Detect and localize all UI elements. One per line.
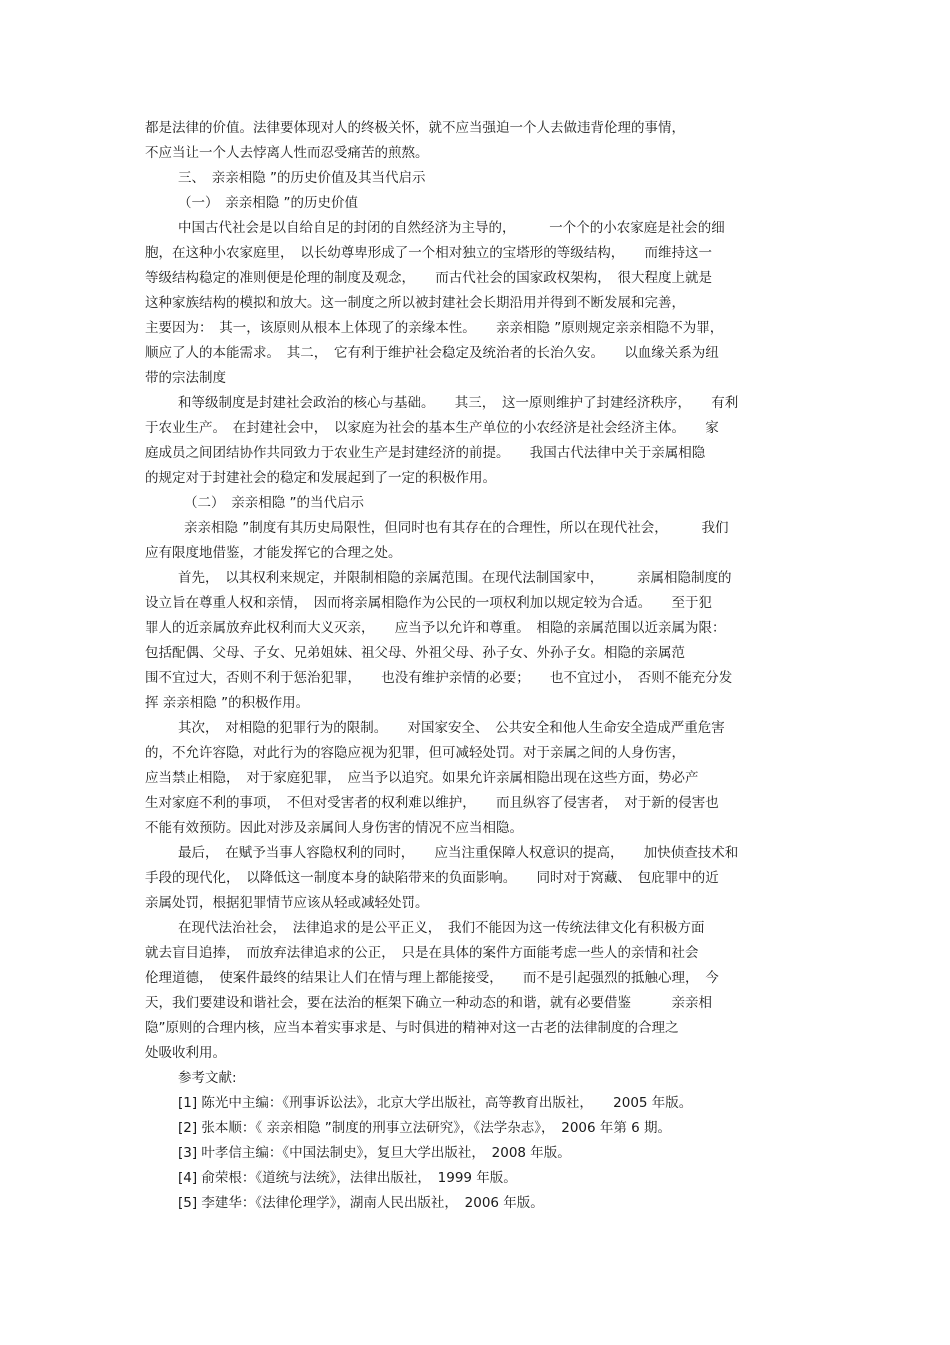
text-line: 的规定对于封建社会的稳定和发展起到了一定的积极作用。 bbox=[145, 470, 496, 486]
text-line: 中国古代社会是以自给自足的封闭的自然经济为主导的， 一个个的小农家庭是社会的细 bbox=[178, 220, 725, 236]
text-line: 亲属处罚，根据犯罪情节应该从轻或减轻处罚。 bbox=[145, 895, 429, 911]
text-line: 主要因为： 其一，该原则从根本上体现了的亲缘本性。 亲亲相隐 ”原则规定亲亲相隐不为罪， bbox=[145, 320, 724, 336]
text-line: 应有限度地借鉴，才能发挥它的合理之处。 bbox=[145, 545, 402, 561]
text-line: 等级结构稳定的准则便是伦理的制度及观念， 而古代社会的国家政权架构， 很大程度上就是 bbox=[145, 270, 712, 286]
reference-item: [1] 陈光中主编：《刑事诉讼法》，北京大学出版社，高等教育出版社， 2005 年版。 bbox=[178, 1095, 693, 1111]
text-line: 的，不允许容隐，对此行为的容隐应视为犯罪，但可减轻处罚。对于亲属之间的人身伤害， bbox=[145, 745, 685, 761]
text-line: 亲亲相隐 ”制度有其历史局限性，但同时也有其存在的合理性，所以在现代社会， 我们 bbox=[184, 520, 729, 536]
text-line: 其次， 对相隐的犯罪行为的限制。 对国家安全、 公共安全和他人生命安全造成严重危害 bbox=[178, 720, 725, 736]
section-heading: 三、 亲亲相隐 ”的历史价值及其当代启示 bbox=[178, 170, 426, 186]
subsection-heading: （一） 亲亲相隐 ”的历史价值 bbox=[178, 195, 359, 211]
text-line: 围不宜过大，否则不利于惩治犯罪， 也没有维护亲情的必要； 也不宜过小， 否则不能充分发 bbox=[145, 670, 733, 686]
text-line: 手段的现代化， 以降低这一制度本身的缺陷带来的负面影响。 同时对于窝藏、 包庇罪中的近 bbox=[145, 870, 719, 886]
text-line: 挥 亲亲相隐 ”的积极作用。 bbox=[145, 695, 310, 711]
text-line: 不能有效预防。因此对涉及亲属间人身伤害的情况不应当相隐。 bbox=[145, 820, 523, 836]
text-line: 设立旨在尊重人权和亲情， 因而将亲属相隐作为公民的一项权利加以规定较为合适。 至于犯 bbox=[145, 595, 712, 611]
text-line: 处吸收利用。 bbox=[145, 1045, 226, 1061]
text-line: 都是法律的价值。法律要体现对人的终极关怀，就不应当强迫一个人去做违背伦理的事情， bbox=[145, 120, 685, 136]
text-line: 这种家族结构的模拟和放大。这一制度之所以被封建社会长期沿用并得到不断发展和完善， bbox=[145, 295, 685, 311]
text-line: 伦理道德， 使案件最终的结果让人们在情与理上都能接受， 而不是引起强烈的抵触心理， 今 bbox=[145, 970, 719, 986]
subsection-heading: （二） 亲亲相隐 ”的当代启示 bbox=[184, 495, 365, 511]
text-line: 胞，在这种小农家庭里， 以长幼尊卑形成了一个相对独立的宝塔形的等级结构， 而维持这一 bbox=[145, 245, 712, 261]
reference-item: [2] 张本顺：《 亲亲相隐 ”制度的刑事立法研究》，《法学杂志》， 2006 年第 6 期。 bbox=[178, 1120, 672, 1136]
text-line: 首先， 以其权利来规定，并限制相隐的亲属范围。在现代法制国家中， 亲属相隐制度的 bbox=[178, 570, 732, 586]
text-line: 应当禁止相隐， 对于家庭犯罪， 应当予以追究。如果允许亲属相隐出现在这些方面，势必产 bbox=[145, 770, 699, 786]
text-line: 在现代法治社会， 法律追求的是公平正义， 我们不能因为这一传统法律文化有积极方面 bbox=[178, 920, 705, 936]
text-line: 庭成员之间团结协作共同致力于农业生产是封建经济的前提。 我国古代法律中关于亲属相隐 bbox=[145, 445, 706, 461]
reference-item: [3] 叶孝信主编：《中国法制史》，复旦大学出版社， 2008 年版。 bbox=[178, 1145, 571, 1161]
text-line: 罪人的近亲属放弃此权利而大义灭亲， 应当予以允许和尊重。 相隐的亲属范围以近亲属为限： bbox=[145, 620, 726, 636]
text-line: 顺应了人的本能需求。 其二， 它有利于维护社会稳定及统治者的长治久安。 以血缘关系为纽 bbox=[145, 345, 719, 361]
text-line: 不应当让一个人去悖离人性而忍受痛苦的煎熬。 bbox=[145, 145, 429, 161]
text-line: 带的宗法制度 bbox=[145, 370, 226, 386]
text-line: 隐”原则的合理内核，应当本着实事求是、与时俱进的精神对这一古老的法律制度的合理之 bbox=[145, 1020, 679, 1036]
text-line: 生对家庭不利的事项， 不但对受害者的权利难以维护， 而且纵容了侵害者， 对于新的侵害也 bbox=[145, 795, 719, 811]
text-line: 就去盲目追捧， 而放弃法律追求的公正， 只是在具体的案件方面能考虑一些人的亲情和社会 bbox=[145, 945, 699, 961]
reference-item: [5] 李建华：《法律伦理学》，湖南人民出版社， 2006 年版。 bbox=[178, 1195, 544, 1211]
text-line: 于农业生产。 在封建社会中， 以家庭为社会的基本生产单位的小农经济是社会经济主体。 家 bbox=[145, 420, 719, 436]
text-line: 天，我们要建设和谐社会，要在法治的框架下确立一种动态的和谐，就有必要借鉴 亲亲相 bbox=[145, 995, 712, 1011]
text-line: 包括配偶、父母、子女、兄弟姐妹、祖父母、外祖父母、孙子女、外孙子女。相隐的亲属范 bbox=[145, 645, 685, 661]
references-heading: 参考文献: bbox=[178, 1070, 237, 1086]
text-line: 最后， 在赋予当事人容隐权利的同时， 应当注重保障人权意识的提高， 加快侦查技术和 bbox=[178, 845, 739, 861]
reference-item: [4] 俞荣根：《道统与法统》，法律出版社， 1999 年版。 bbox=[178, 1170, 517, 1186]
text-line: 和等级制度是封建社会政治的核心与基础。 其三， 这一原则维护了封建经济秩序， 有利 bbox=[178, 395, 739, 411]
